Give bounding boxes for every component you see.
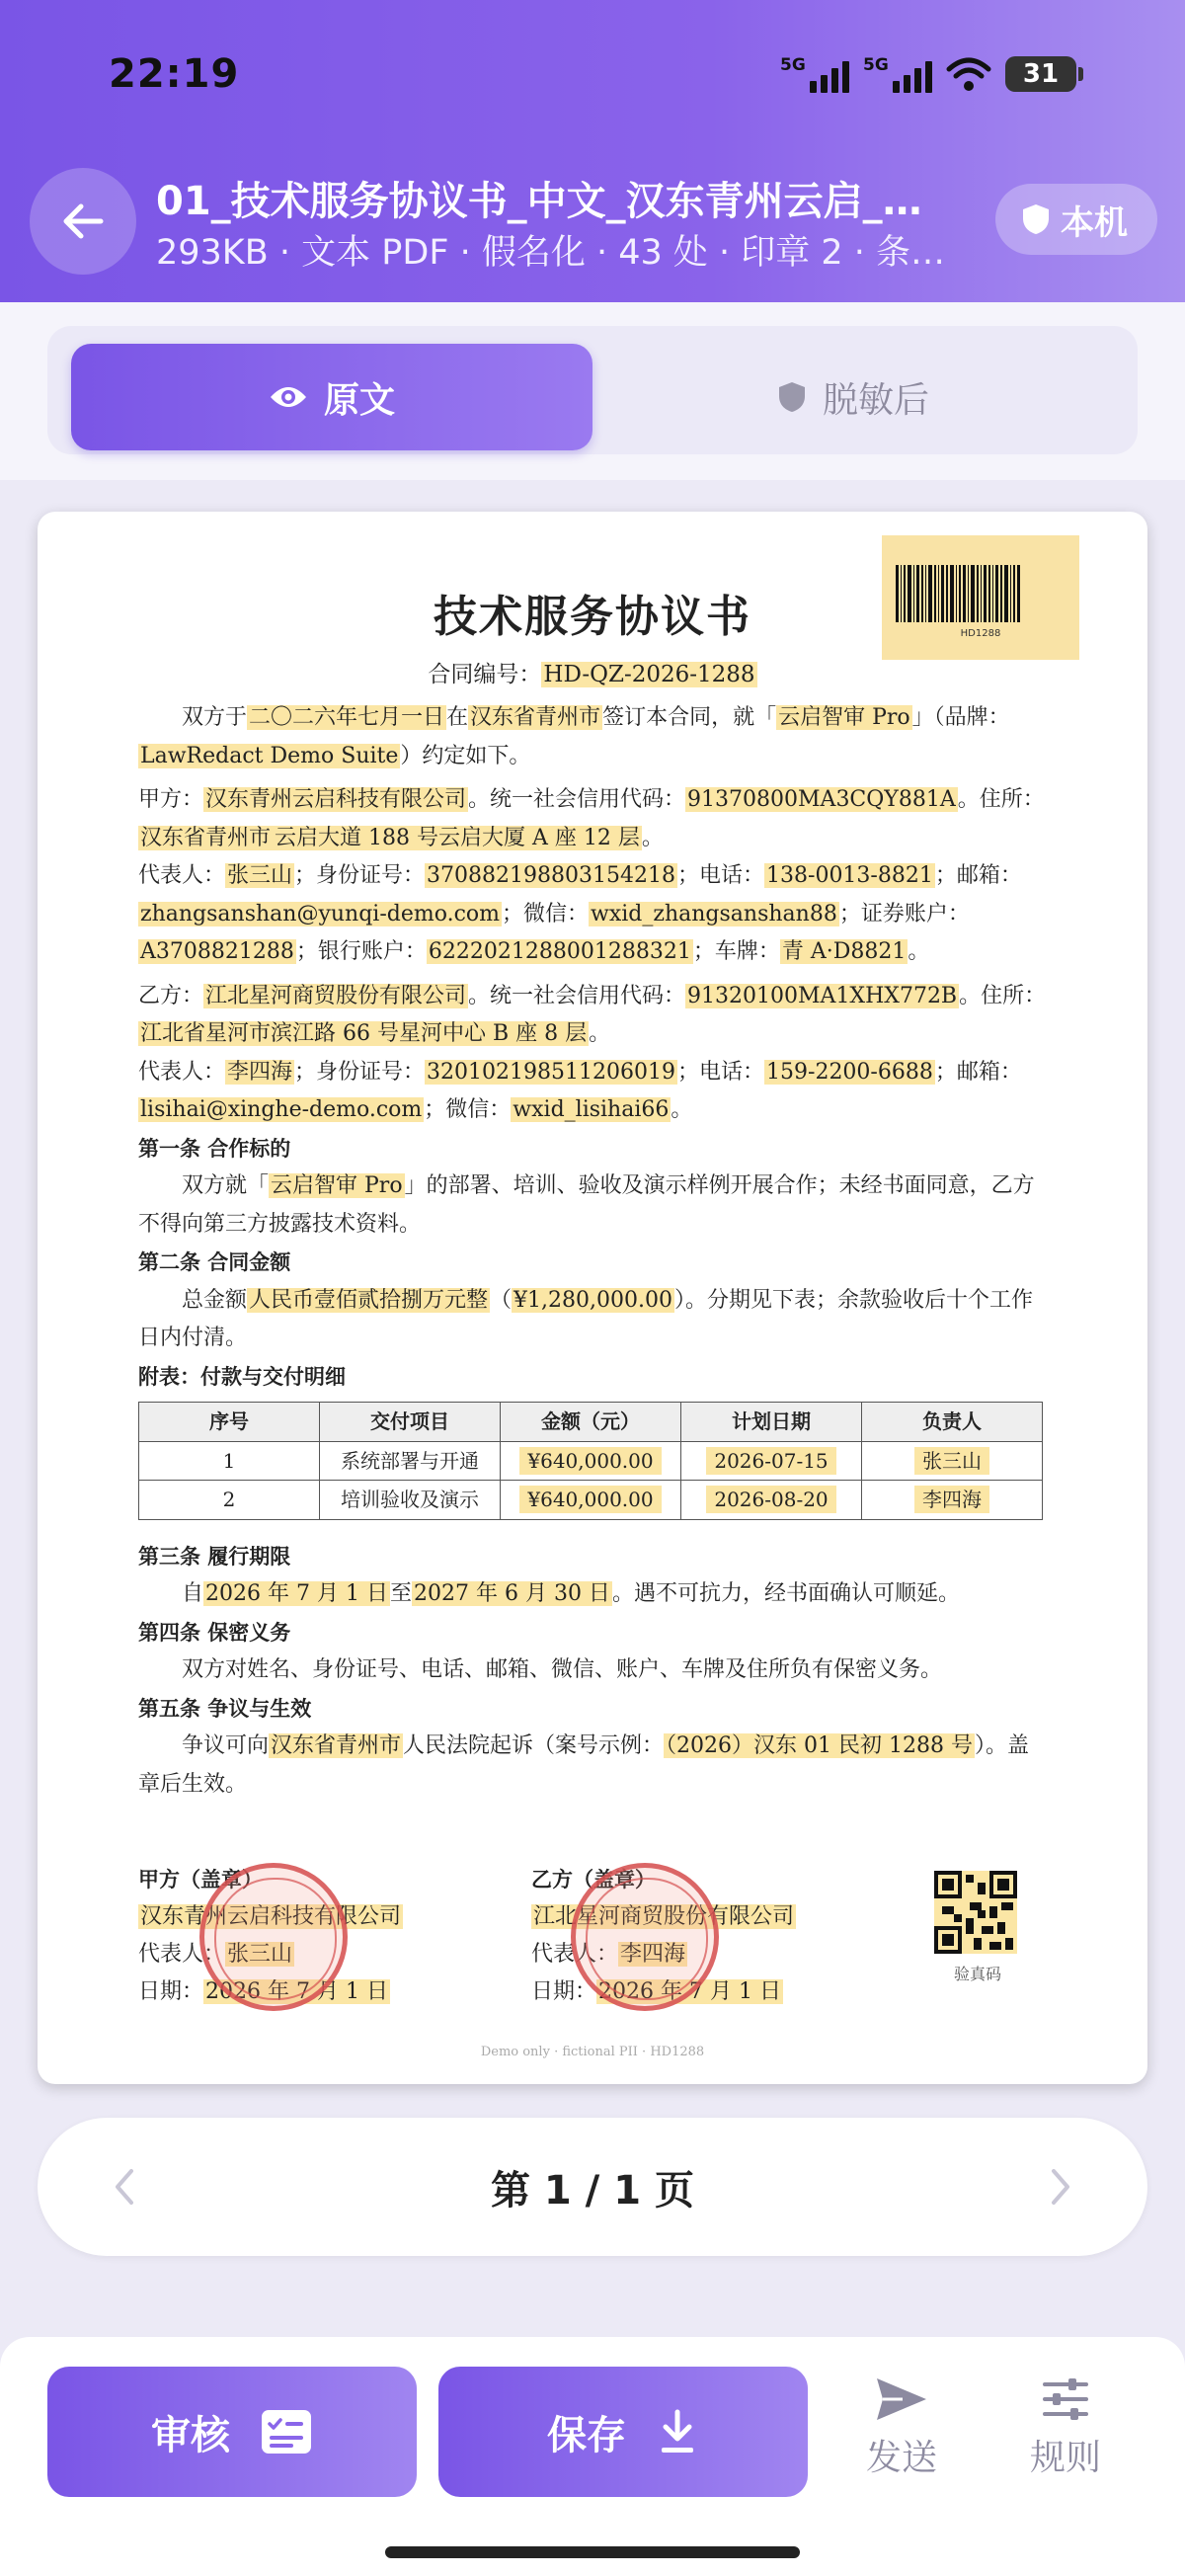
home-indicator[interactable] <box>385 2546 800 2558</box>
send-icon <box>873 2375 930 2424</box>
section-2-title: 第二条 合同金额 <box>138 1250 291 1274</box>
intro-paragraph: 双方于二〇二六年七月一日在汉东省青州市签订本合同，就「云启智审 Pro」（品牌：LawRedact Demo Suite）约定如下。 <box>140 705 1010 768</box>
section-3-title: 第三条 履行期限 <box>138 1544 291 1569</box>
download-icon <box>656 2408 699 2455</box>
next-page-button[interactable] <box>1033 2159 1088 2214</box>
rep-a-paragraph: 代表人：张三山；身份证号：370882198803154218；电话：138-0013-8821；邮箱：zhangsanshan@yunqi-demo.com；微信：wxid_zhangsanshan88；证券账户：A3708821288；银行账户：6222021288001288321；车牌：青 A·D8821。 <box>138 863 1022 964</box>
party-b-paragraph: 乙方：江北星河商贸股份有限公司。统一社会信用代码：91320100MA1XHX772B。住所：江北省星河市滨江路 66 号星河中心 B 座 8 层。 <box>138 983 1047 1046</box>
view-tabs <box>47 326 1138 454</box>
rules-button-label: 规则 <box>1029 2438 1101 2478</box>
sign-b-title: 乙方（盖章） <box>531 1868 656 1892</box>
shield-icon <box>777 380 807 414</box>
section-2-text: 总金额人民币壹佰贰拾捌万元整（¥1,280,000.00）。分期见下表；余款验收后十个工作日内付清。 <box>138 1287 1034 1350</box>
qr-caption: 验真码 <box>953 1965 1001 1983</box>
table-header: 负责人 <box>862 1403 1043 1442</box>
file-title: 01_技术服务协议书_中文_汉东青州云启_… <box>156 179 922 224</box>
local-badge[interactable] <box>995 184 1157 255</box>
barcode-text: HD1288 <box>960 628 1001 639</box>
rep-b-paragraph: 代表人：李四海；身份证号：320102198511206019；电话：159-2200-6688；邮箱：lisihai@xinghe-demo.com；微信：wxid_lisihai66。 <box>138 1059 1022 1122</box>
section-1-title: 第一条 合作标的 <box>138 1136 291 1161</box>
tab-redacted[interactable] <box>592 344 1114 450</box>
sign-a-rep: 代表人：张三山 <box>138 1942 293 1967</box>
checklist-icon <box>260 2408 313 2455</box>
table-header: 序号 <box>139 1403 320 1442</box>
table-title: 附表：付款与交付明细 <box>138 1364 346 1389</box>
qr-code <box>934 1871 1017 1954</box>
eye-icon <box>269 383 308 411</box>
status-icons <box>780 55 1076 93</box>
sign-a-date: 日期：2026 年 7 月 1 日 <box>138 1979 388 2004</box>
view-tabbar <box>0 302 1185 480</box>
wifi-icon <box>946 55 991 93</box>
local-badge-label: 本机 <box>1061 202 1128 243</box>
status-time: 22:19 <box>109 51 240 97</box>
company-stamp-b <box>571 1863 719 2011</box>
signature-party-a <box>138 1861 514 2011</box>
sliders-icon <box>1041 2375 1090 2424</box>
signal-icon-2: 5G <box>863 55 932 93</box>
section-4-title: 第四条 保密义务 <box>138 1620 291 1645</box>
sign-b-date: 日期：2026 年 7 月 1 日 <box>531 1979 781 2004</box>
table-row: 2 培训验收及演示 ¥640,000.00 2026-08-20 李四海 <box>139 1481 1043 1520</box>
signature-party-b <box>531 1861 907 2011</box>
payment-table <box>138 1402 1043 1520</box>
table-header: 计划日期 <box>681 1403 862 1442</box>
save-button[interactable] <box>438 2367 808 2497</box>
save-button-label: 保存 <box>547 2412 626 2458</box>
battery-icon: 31 <box>1005 56 1076 92</box>
section-5-text: 争议可向汉东省青州市人民法院起诉（案号示例：（2026）汉东 01 民初 1288 号）。盖章后生效。 <box>138 1733 1030 1797</box>
review-button-label: 审核 <box>151 2412 230 2458</box>
page-indicator: 第 1 / 1 页 <box>491 2167 694 2214</box>
document-preview[interactable] <box>38 512 1147 2084</box>
sign-b-company: 江北星河商贸股份有限公司 <box>533 1904 795 1929</box>
party-a-paragraph: 甲方：汉东青州云启科技有限公司。统一社会信用代码：91370800MA3CQY881A。住所：汉东省青州市 云启大道 188 号云启大厦 A 座 12 层。 <box>138 787 1045 850</box>
send-button-label: 发送 <box>865 2438 937 2478</box>
tab-original[interactable] <box>71 344 592 450</box>
signal-icon: 5G <box>780 55 849 93</box>
tab-original-label: 原文 <box>323 379 395 421</box>
section-1-text: 双方就「云启智审 Pro」的部署、培训、验收及演示样例开展合作；未经书面同意，乙方不得向第三方披露技术资料。 <box>138 1173 1035 1237</box>
signature-area <box>138 1861 1047 2009</box>
app-header <box>0 0 1185 302</box>
section-4-text: 双方对姓名、身份证号、电话、邮箱、微信、账户、车牌及住所负有保密义务。 <box>182 1657 943 1682</box>
back-button[interactable] <box>30 168 136 275</box>
arrow-left-icon <box>61 200 105 243</box>
review-button[interactable] <box>47 2367 417 2497</box>
send-button[interactable] <box>837 2375 966 2480</box>
section-5-title: 第五条 争议与生效 <box>138 1696 312 1721</box>
section-3-text: 自2026 年 7 月 1 日至2027 年 6 月 30 日。遇不可抗力，经书面确认可顺延。 <box>182 1581 960 1606</box>
doc-title: 技术服务协议书 <box>434 592 751 642</box>
sign-b-rep: 代表人：李四海 <box>531 1942 686 1967</box>
doc-footer: Demo only · fictional PII · HD1288 <box>480 2045 705 2059</box>
bottom-action-bar <box>0 2337 1185 2576</box>
table-header: 交付项目 <box>320 1403 501 1442</box>
file-meta: 293KB · 文本 PDF · 假名化 · 43 处 · 印章 2 · 条… <box>156 233 946 273</box>
company-stamp-a <box>199 1863 348 2011</box>
table-row: 1 系统部署与开通 ¥640,000.00 2026-07-15 张三山 <box>139 1441 1043 1481</box>
page-navigator <box>38 2118 1147 2256</box>
doc-body <box>138 699 1047 1804</box>
chevron-right-icon <box>1046 2167 1075 2207</box>
sign-a-title: 甲方（盖章） <box>138 1868 263 1892</box>
contract-number: 合同编号：HD-QZ-2026-1288 <box>428 662 755 687</box>
tab-redacted-label: 脱敏后 <box>822 379 929 421</box>
sign-a-company: 汉东青州云启科技有限公司 <box>140 1904 402 1929</box>
shield-icon <box>1021 202 1051 236</box>
rules-button[interactable] <box>1001 2375 1130 2480</box>
table-header: 金额（元） <box>501 1403 681 1442</box>
